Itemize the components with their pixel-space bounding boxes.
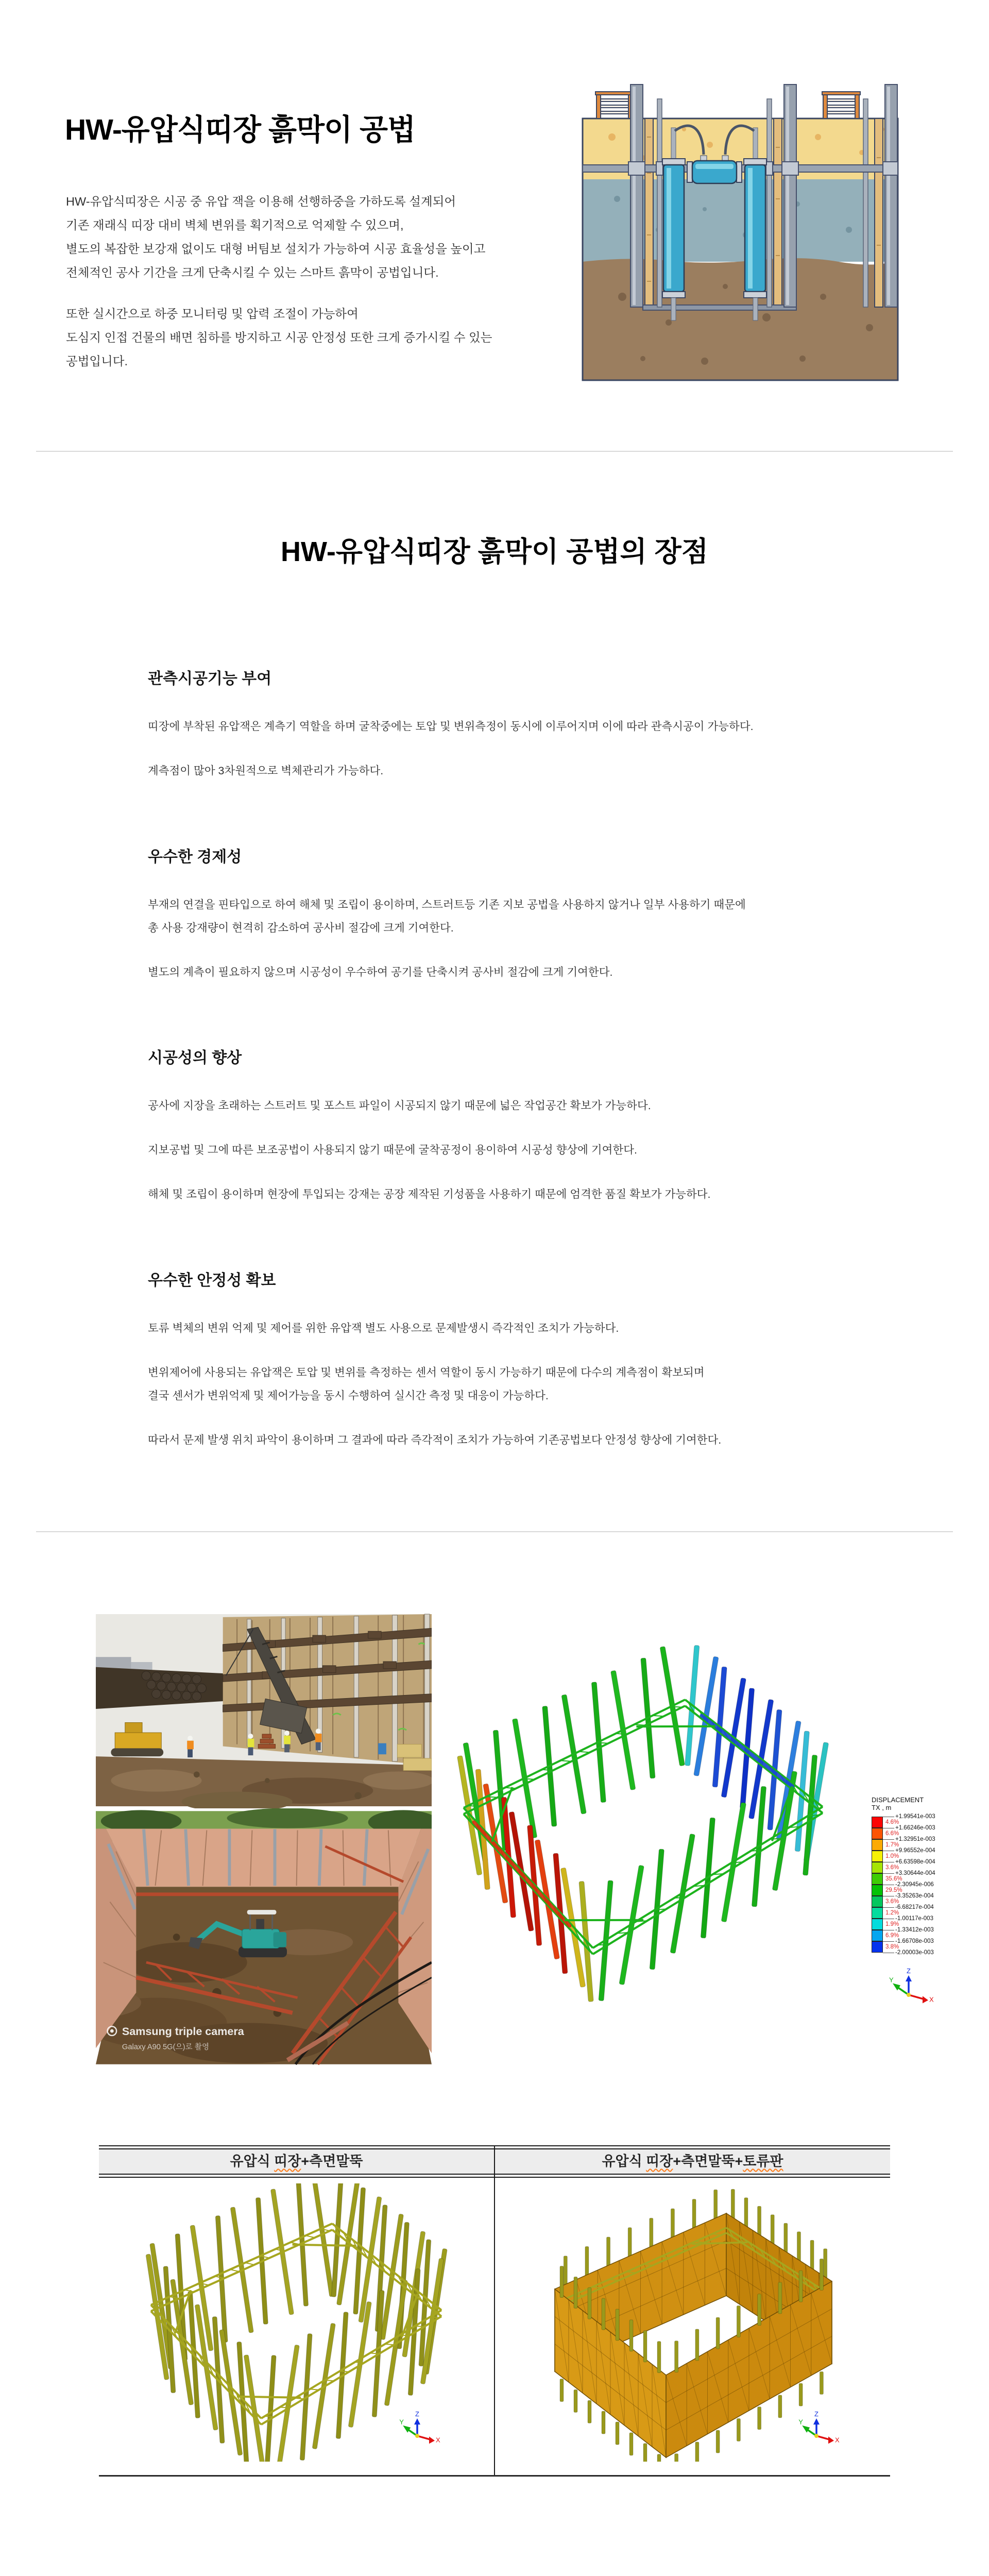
legend-subtitle: TX , m [872, 1804, 892, 1811]
pile [778, 2395, 782, 2418]
legend-tick [883, 1839, 894, 1840]
pile [560, 2379, 564, 2401]
legend-tick [883, 1941, 894, 1942]
corner-brace [293, 2245, 356, 2246]
back-wall [106, 1829, 421, 1887]
text-line: 변위제어에 사용되는 유압잭은 토압 및 변위를 측정하는 센서 역할이 동시 가능하기 때문에 다수의 계측점이 확보되며 [148, 1366, 705, 1379]
legend-color-band [872, 1851, 883, 1862]
legend-percent: 4.6% [885, 1819, 899, 1825]
legend-value: -2.00003e-003 [895, 1950, 934, 1956]
legend-percent: 1.0% [885, 1853, 899, 1859]
legend-value: +1.32951e-003 [895, 1836, 935, 1842]
model-wale-side-piles [126, 2183, 466, 2462]
pile [616, 2422, 619, 2445]
pile [799, 2383, 803, 2406]
model-wale-side-piles-lagging [507, 2183, 858, 2462]
text-line: 기존 재래식 띠장 대비 벽체 변위를 획기적으로 억제할 수 있으며, [66, 218, 404, 232]
advantage-paragraph [148, 1429, 879, 1452]
legend-value: -2.30945e-006 [895, 1882, 934, 1888]
pile [758, 2407, 761, 2430]
pile [643, 2444, 647, 2462]
text-line: 부재의 연결을 핀타입으로 하여 해체 및 조립이 용이하며, 스트러트등 기존 지보 공법을 사용하지 않거나 일부 사용하기 때문에 [148, 899, 746, 911]
pile [602, 2411, 605, 2434]
pile [716, 2430, 720, 2453]
pile [820, 2371, 823, 2394]
advantage-heading: 시공성의 향상 [148, 1049, 242, 1066]
text-line: HW-유압식띠장은 시공 중 유압 잭을 이용해 선행하중을 가하도록 설계되어 [66, 195, 456, 208]
legend-value: +3.30644e-004 [895, 1870, 935, 1876]
text-line: 띠장에 부착된 유압잭은 계측기 역할을 하며 굴착중에는 토압 및 변위측정이 동시에 이루어지며 이에 따라 관측시공이 가능하다. [148, 720, 754, 733]
advantages-title: HW-유압식띠장 흙막이 공법의 장점 [280, 536, 708, 567]
svg-text:Z: Z [814, 2410, 819, 2418]
table-header-text: +측면말뚝 [301, 2154, 363, 2169]
table-header-text: +측면말뚝+ [673, 2154, 743, 2169]
pile [799, 2270, 803, 2302]
advantage-section [148, 1048, 879, 1206]
pile [311, 2183, 334, 2297]
svg-text:X: X [835, 2436, 840, 2444]
text-line: 토류 벽체의 변위 억제 및 제어를 위한 유압잭 별도 사용으로 문제발생시 즉각적인 조치가 가능하다. [148, 1322, 619, 1334]
legend-value: -3.35263e-004 [895, 1893, 934, 1899]
svg-text:Z: Z [907, 1967, 911, 1975]
advantage-paragraph [148, 1361, 879, 1408]
svg-text:X: X [436, 2436, 440, 2444]
text-line: 지보공법 및 그에 따른 보조공법이 사용되지 않기 때문에 굴착공정이 용이하여 시공성 향상에 기여한다. [148, 1144, 637, 1156]
legend-color-band [872, 1885, 883, 1896]
advantage-paragraph [148, 893, 879, 940]
advantage-section [148, 847, 879, 984]
pile [264, 2355, 276, 2462]
table-header-text: 유압식 [602, 2154, 646, 2169]
svg-text:Galaxy A90 5G(으)로 촬영: Galaxy A90 5G(으)로 촬영 [122, 2043, 210, 2052]
legend-color-band [872, 1896, 883, 1907]
section-divider [36, 1531, 953, 1532]
hero-paragraph-1 [66, 190, 485, 284]
table-header-text: 띠장 [274, 2154, 301, 2169]
advantage-paragraph [148, 1139, 879, 1162]
excavation-cross-section-illustration [581, 80, 899, 382]
legend-value: +1.99541e-003 [895, 1814, 935, 1820]
pile [560, 2266, 564, 2297]
svg-text:Y: Y [889, 1976, 894, 1984]
axis-triad-icon [888, 1964, 940, 2010]
pile [778, 2282, 782, 2314]
legend-percent: 6.9% [885, 1933, 899, 1939]
legend-value: -1.33412e-003 [895, 1927, 934, 1933]
text-line: 공법입니다. [66, 354, 128, 368]
svg-text:Y: Y [399, 2418, 404, 2426]
text-line: 별도의 복잡한 보강재 없이도 대형 버팀보 설치가 가능하여 시공 효율성을 높이고 [66, 242, 486, 256]
text-line: 해체 및 조립이 용이하며 현장에 투입되는 강재는 공장 제작된 기성품을 사용하기 때문에 엄격한 품질 확보가 가능하다. [148, 1188, 711, 1200]
svg-text:X: X [929, 1995, 934, 2004]
pile [716, 2317, 720, 2349]
pile [695, 2442, 699, 2462]
fem-displacement-figure [443, 1625, 855, 2032]
legend-color-band [872, 1839, 883, 1851]
advantage-heading: 우수한 안정성 확보 [148, 1272, 276, 1289]
legend-color-band [872, 1817, 883, 1828]
legend-percent: 1.7% [885, 1842, 899, 1848]
advantage-paragraph [148, 961, 879, 984]
legend-title: DISPLACEMENT [872, 1796, 924, 1804]
excavation-pit-photo [96, 1808, 432, 2067]
pile [695, 2329, 699, 2361]
legend-percent: 35.6% [885, 1876, 902, 1882]
section-divider [36, 451, 953, 452]
legend-color-band [872, 1907, 883, 1919]
pile [675, 2341, 678, 2372]
advantage-paragraph [148, 759, 879, 783]
pile [629, 2433, 633, 2455]
legend-value: +1.66246e-003 [895, 1825, 935, 1831]
legend-tick [883, 1873, 894, 1874]
legend-color-band [872, 1941, 883, 1953]
advantage-paragraph [148, 1094, 879, 1117]
text-line: 계측점이 많아 3차원적으로 벽체관리가 가능하다. [148, 765, 384, 777]
legend-percent: 3.6% [885, 1865, 899, 1871]
text-line: 전체적인 공사 기간을 크게 단축시킬 수 있는 스마트 흙막이 공법입니다. [66, 266, 439, 279]
advantage-heading: 관측시공기능 부여 [148, 670, 272, 687]
legend-color-band [872, 1919, 883, 1930]
advantage-section [148, 1270, 879, 1452]
text-line: 또한 실시간으로 하중 모니터링 및 압력 조절이 가능하여 [66, 307, 359, 320]
legend-color-band [872, 1862, 883, 1873]
legend-percent: 1.2% [885, 1910, 899, 1916]
table-column-divider [494, 2145, 495, 2476]
pile [602, 2298, 605, 2330]
legend-percent: 29.5% [885, 1887, 902, 1893]
pile [657, 2342, 661, 2373]
pile [657, 2454, 661, 2462]
pile [629, 2320, 633, 2351]
legend-value: -6.68217e-004 [895, 1904, 934, 1910]
corner-brace [237, 2397, 301, 2398]
text-line: 별도의 계측이 필요하지 않으며 시공성이 우수하여 공기를 단축시켜 공사비 절감에 크게 기여한다. [148, 966, 613, 978]
page-title: HW-유압식띠장 흙막이 공법 [65, 113, 416, 146]
legend-tick [883, 1907, 894, 1908]
svg-text:Y: Y [798, 2418, 803, 2426]
legend-color-band [872, 1930, 883, 1941]
pile [574, 2389, 577, 2412]
table-header-text: 띠장 [646, 2154, 673, 2169]
pile [820, 2259, 823, 2290]
svg-text:Z: Z [415, 2410, 419, 2418]
table-header-text: 토류판 [743, 2154, 783, 2169]
advantage-paragraph [148, 1183, 879, 1206]
text-line: 결국 센서가 변위억제 및 제어가능을 동시 수행하여 실시간 측정 및 대응이 가능하다. [148, 1389, 549, 1402]
wale [593, 1807, 823, 1948]
pile [616, 2309, 619, 2341]
table-header-text: 유압식 [230, 2154, 275, 2169]
legend-percent: 6.6% [885, 1831, 899, 1837]
advantage-heading: 우수한 경제성 [148, 849, 242, 866]
construction-site-photo [96, 1612, 432, 1808]
pile [758, 2294, 761, 2326]
legend-value: -1.66708e-003 [895, 1938, 934, 1944]
legend-percent: 1.9% [885, 1921, 899, 1927]
legend-value: +6.63598e-004 [895, 1859, 935, 1865]
pile [643, 2331, 647, 2362]
table-header-left [99, 2149, 494, 2174]
svg-text:Samsung triple camera: Samsung triple camera [122, 2025, 244, 2038]
legend-percent: 3.8% [885, 1944, 899, 1950]
hero-paragraph-2 [66, 302, 492, 373]
text-line: 공사에 지장을 초래하는 스트러트 및 포스트 파일이 시공되지 않기 때문에 넓은 작업공간 확보가 가능하다. [148, 1099, 651, 1112]
legend-percent: 3.6% [885, 1899, 899, 1905]
pile [574, 2277, 577, 2308]
legend-color-band [872, 1873, 883, 1885]
text-line: 따라서 문제 발생 위치 파악이 용이하며 그 결과에 따라 즉각적이 조치가 가능하여 기존공법보다 안정성 향상에 기여한다. [148, 1434, 722, 1446]
fem-legend [872, 1796, 982, 1971]
blue-barrel [378, 1743, 386, 1755]
ladder-icon [822, 92, 860, 118]
advantage-paragraph [148, 715, 879, 738]
table-border [99, 2475, 890, 2477]
ladder-icon [595, 92, 634, 118]
advantage-paragraph [148, 1317, 879, 1340]
advantage-section [148, 669, 879, 783]
legend-color-band [872, 1828, 883, 1839]
pile [588, 2400, 591, 2423]
table-header-right [495, 2149, 890, 2174]
text-line: 도심지 인접 건물의 배면 침하를 방지하고 시공 안정성 또한 크게 증가시킬 수 있는 [66, 331, 492, 344]
legend-value: -1.00117e-003 [895, 1916, 933, 1922]
pile [737, 2306, 740, 2337]
legend-value: +9.96552e-004 [895, 1848, 935, 1854]
pile [675, 2454, 678, 2462]
pile [737, 2418, 740, 2441]
pile [588, 2287, 591, 2319]
text-line: 총 사용 강재량이 현격히 감소하여 공사비 절감에 크게 기여한다. [148, 922, 454, 934]
